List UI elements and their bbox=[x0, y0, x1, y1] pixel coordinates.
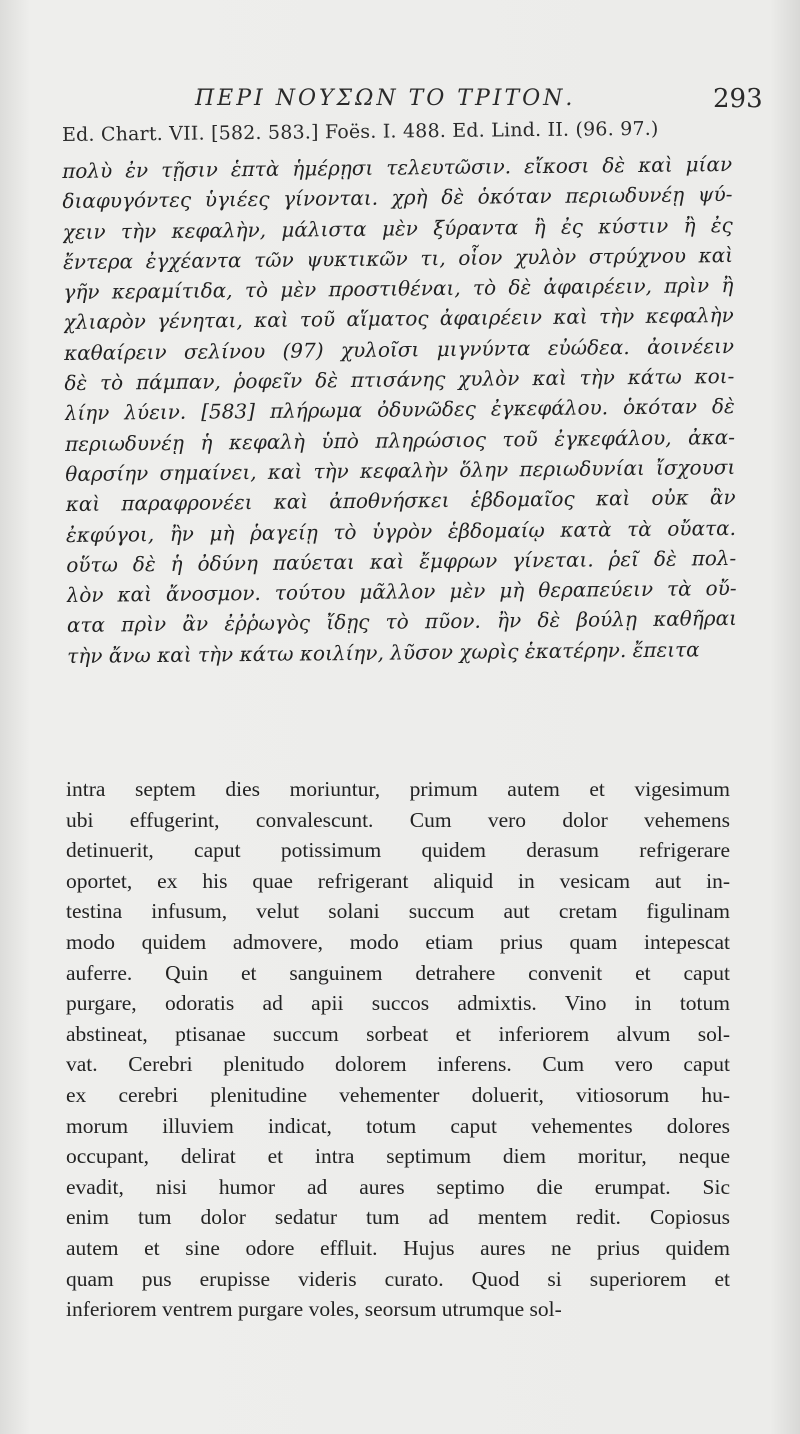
latin-text-line: ex cerebri plenitudine vehementer doluerit, vitiosorum hu- bbox=[66, 1082, 730, 1107]
greek-text-line: δὲ τὸ πάμπαν, ῥοφεῖν δὲ πτισάνης χυλὸν καὶ τὴν κάτω κοι- bbox=[64, 364, 735, 396]
latin-text-line: occupant, delirat et intra septimum diem moritur, neque bbox=[66, 1144, 730, 1169]
latin-text-line: enim tum dolor sedatur tum ad mentem redit. Copiosus bbox=[66, 1205, 730, 1230]
page-number: 293 bbox=[713, 84, 763, 114]
page-header bbox=[0, 78, 800, 118]
greek-text-line: καὶ παραφρονέει καὶ ἀποθνήσκει ἑβδομαῖος καὶ οὐκ ἂν bbox=[65, 485, 736, 517]
greek-text-line: τὴν ἄνω καὶ τὴν κάτω κοιλίην, λῦσον χωρὶς ἑκατέρην. ἔπειτα bbox=[67, 637, 700, 668]
latin-text-line: autem et sine odore effluit. Hujus aures ne prius quidem bbox=[66, 1235, 730, 1260]
greek-text-line: ἔντερα ἐγχέαντα τῶν ψυκτικῶν τι, οἷον χυλὸν στρύχνου καὶ bbox=[62, 242, 734, 274]
greek-text-line: ατα πρὶν ἂν ἐῤῥωγὸς ἴδῃς τὸ πῦον. ἢν δὲ βούλῃ καθῆραι bbox=[66, 606, 738, 638]
latin-text-line: quam pus erupisse videris curato. Quod si superiorem et bbox=[66, 1266, 730, 1291]
latin-text-line: vat. Cerebri plenitudo dolorem inferens. Cum vero caput bbox=[66, 1052, 730, 1077]
latin-text-line: inferiorem ventrem purgare voles, seorsum utrumque sol- bbox=[66, 1297, 562, 1322]
greek-text-line: θαρσίην σημαίνει, καὶ τὴν κεφαλὴν ὅλην περιωδυνίαι ἴσχουσι bbox=[65, 454, 736, 486]
greek-text-line: πολὺ ἐν τῇσιν ἑπτὰ ἡμέρῃσι τελευτῶσιν. εἴκοσι δὲ καὶ μίαν bbox=[62, 151, 733, 183]
greek-text-line: χλιαρὸν γένηται, καὶ τοῦ αἵματος ἀφαιρέειν καὶ τὴν κεφαλὴν bbox=[63, 303, 734, 335]
greek-text-line: οὕτω δὲ ἡ ὀδύνη παύεται καὶ ἔμφρων γίνεται. ῥεῖ δὲ πολ- bbox=[66, 545, 737, 577]
greek-text-block bbox=[62, 149, 737, 671]
latin-text-line: detinuerit, caput potissimum quidem derasum refrigerare bbox=[66, 838, 730, 863]
greek-text-line: καθαίρειν σελίνου (97) χυλοῖσι μιγνύντα εὐώδεα. ἀοινέειν bbox=[63, 333, 735, 365]
running-title: ΠΕΡΙ ΝΟΥΣΩΝ ΤΟ ΤΡΙΤΟΝ. bbox=[195, 86, 576, 111]
greek-text-line: γῆν κεραμίτιδα, τὸ μὲν προστιθέναι, τὸ δὲ ἀφαιρέειν, πρὶν ἢ bbox=[63, 273, 734, 305]
greek-text-line: λίην λύειν. [583] πλήρωμα ὀδυνῶδες ἐγκεφάλου. ὁκόταν δὲ bbox=[64, 394, 735, 426]
greek-text-line: διαφυγόντες ὑγιέες γίνονται. χρὴ δὲ ὁκόταν περιωδυνέῃ ψύ- bbox=[62, 182, 733, 214]
latin-text-line: modo quidem admovere, modo etiam prius quam intepescat bbox=[66, 929, 730, 954]
latin-text-line: morum illuviem indicat, totum caput vehementes dolores bbox=[66, 1113, 730, 1138]
latin-text-line: abstineat, ptisanae succum sorbeat et inferiorem alvum sol- bbox=[66, 1021, 730, 1046]
greek-text-line: περιωδυνέῃ ἡ κεφαλὴ ὑπὸ πληρώσιος τοῦ ἐγκεφάλου, ἀκα- bbox=[64, 424, 736, 456]
latin-text-line: intra septem dies moriuntur, primum autem et vigesimum bbox=[66, 777, 730, 801]
latin-text-line: ubi effugerint, convalescunt. Cum vero dolor vehemens bbox=[66, 807, 730, 832]
edition-reference-line: Ed. Chart. VII. [582. 583.] Foës. I. 488. Ed. Lind. II. (96. 97.) bbox=[61, 117, 659, 146]
latin-text-line: purgare, odoratis ad apii succos admixtis. Vino in totum bbox=[66, 991, 730, 1016]
greek-text-line: λὸν καὶ ἄνοσμον. τούτου μᾶλλον μὲν μὴ θεραπεύειν τὰ οὔ- bbox=[66, 576, 737, 608]
latin-text-line: evadit, nisi humor ad aures septimo die erumpat. Sic bbox=[66, 1174, 730, 1199]
latin-text-line: auferre. Quin et sanguinem detrahere convenit et caput bbox=[66, 960, 730, 985]
latin-text-line: oportet, ex his quae refrigerant aliquid in vesicam aut in- bbox=[66, 868, 730, 893]
latin-translation-block bbox=[66, 774, 730, 1325]
greek-text-line: ἐκφύγοι, ἢν μὴ ῥαγείῃ τὸ ὑγρὸν ἑβδομαίῳ κατὰ τὰ οὔατα. bbox=[65, 515, 737, 547]
latin-text-line: testina infusum, velut solani succum aut cretam figulinam bbox=[66, 899, 730, 924]
greek-text-line: χειν τὴν κεφαλὴν, μάλιστα μὲν ξύραντα ἢ ἐς κύστιν ἢ ἐς bbox=[62, 212, 733, 244]
